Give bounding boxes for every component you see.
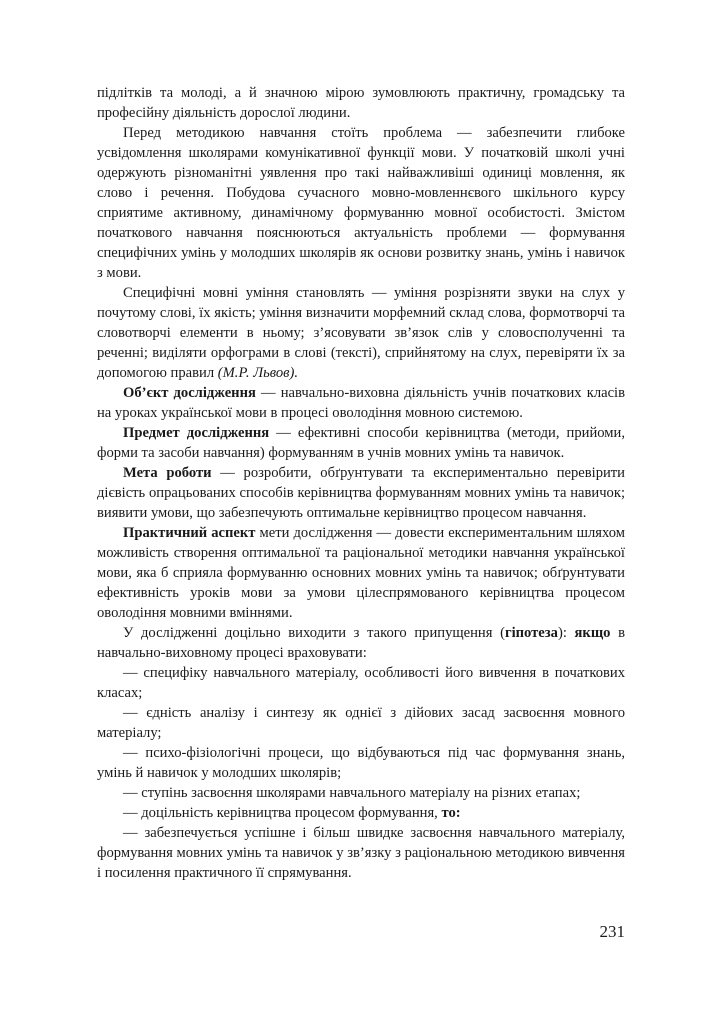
paragraph-text: підлітків та молоді, а й значною мірою зумовлюють практичну, громадську та професійну діяльність дорослої людини. xyxy=(97,85,625,121)
paragraph-text: ): xyxy=(557,625,575,641)
bold-term: Предмет дослідження xyxy=(123,425,270,441)
paragraph-text: — єдність аналізу і синтезу як однієї з дійових засад засвоєння мовного матеріалу; xyxy=(97,705,625,741)
paragraph-text: — специфіку навчального матеріалу, особливості його вивчення в початкових класах; xyxy=(97,665,625,701)
bold-term: Мета роботи xyxy=(123,465,212,481)
paragraph-text: — навчально-виховна діяльність учнів початкових класів на уроках української мови в процесі оволодіння мовною системою. xyxy=(97,385,626,421)
citation: (М.Р. Львов). xyxy=(217,365,299,381)
paragraph xyxy=(97,123,625,283)
paragraph-text: Специфічні мовні уміння становлять — уміння розрізняти звуки на слух у почутому слові, їх якість; уміння визначити морфемний склад слова, формотворчі та словотворчі елементи в ньому; з’ясовувати зв’язок слів у словосполученні та реченні; виділяти орфограми в слові (тексті), сприйнятому на слух, перевіряти їх за допомогою правил xyxy=(97,285,625,381)
paragraph xyxy=(97,463,625,523)
bold-term: Об’єкт дослідження xyxy=(123,385,256,401)
paragraph xyxy=(97,743,625,783)
paragraph-text: — забезпечується успішне і більш швидке засвоєння навчального матеріалу, формування мовних умінь та навичок у зв’язку з раціональною методикою вивчення і посилення практичного її спрямування. xyxy=(97,825,625,881)
paragraph xyxy=(97,623,625,663)
paragraph xyxy=(97,803,625,823)
paragraph-text: У дослідженні доцільно виходити з такого припущення ( xyxy=(123,625,505,641)
paragraph xyxy=(97,783,625,803)
paragraph-text: — розробити, обґрунтувати та експериментально перевірити дієвість опрацьованих способів керівництва формуванням мовних умінь та навичок; виявити умови, що забезпечують оптимальне керівництво процесом навчання. xyxy=(97,465,625,521)
paragraph-text: — доцільність керівництва процесом формування, xyxy=(123,805,442,821)
paragraph-text: — психо-фізіологічні процеси, що відбуваються під час формування знань, умінь й навичок у молодших школярів; xyxy=(97,745,625,781)
paragraph-text: — ступінь засвоєння школярами навчального матеріалу на різних етапах; xyxy=(123,785,581,801)
paragraph xyxy=(97,423,625,463)
paragraph xyxy=(97,523,625,623)
paragraph xyxy=(97,283,625,383)
bold-term: гіпотеза xyxy=(504,625,558,641)
paragraph-text: в навчально-виховному процесі враховувати: xyxy=(97,625,625,661)
page-body xyxy=(97,83,625,883)
paragraph xyxy=(97,83,625,123)
paragraph xyxy=(97,383,625,423)
paragraph xyxy=(97,663,625,703)
paragraph-text: Перед методикою навчання стоїть проблема — забезпечити глибоке усвідомлення школярами комунікативної функції мови. У початковій школі учні одержують різноманітні уявлення про такі найважливіші одиниці мовлення, як слово і речення. Побудова сучасного мовно-мовленнєвого шкільного курсу сприятиме активному, динамічному формуванню мовної особистості. Змістом початкового навчання пояснюються актуальність проблеми — формування специфічних умінь у молодших школярів як основи розвитку знань, умінь і навичок з мови. xyxy=(97,125,625,281)
paragraph-text: — ефективні способи керівництва (методи, прийоми, форми та засоби навчання) формуванням в учнів мовних умінь та навичок. xyxy=(97,425,626,461)
bold-term: Практичний аспект xyxy=(123,525,256,541)
paragraph xyxy=(97,823,625,883)
bold-term: то: xyxy=(441,805,461,821)
paragraph-text: мети дослідження — довести експериментальним шляхом можливість створення оптимальної та раціональної методики навчання української мови, яка б сприяла формуванню основних мовних умінь та навичок; обґрунтувати ефективність уроків мови за умови цілеспрямованого керівництва процесом оволодіння мовними вміннями. xyxy=(97,525,625,621)
paragraph xyxy=(97,703,625,743)
bold-term: якщо xyxy=(574,625,611,641)
page-number: 231 xyxy=(599,922,625,941)
